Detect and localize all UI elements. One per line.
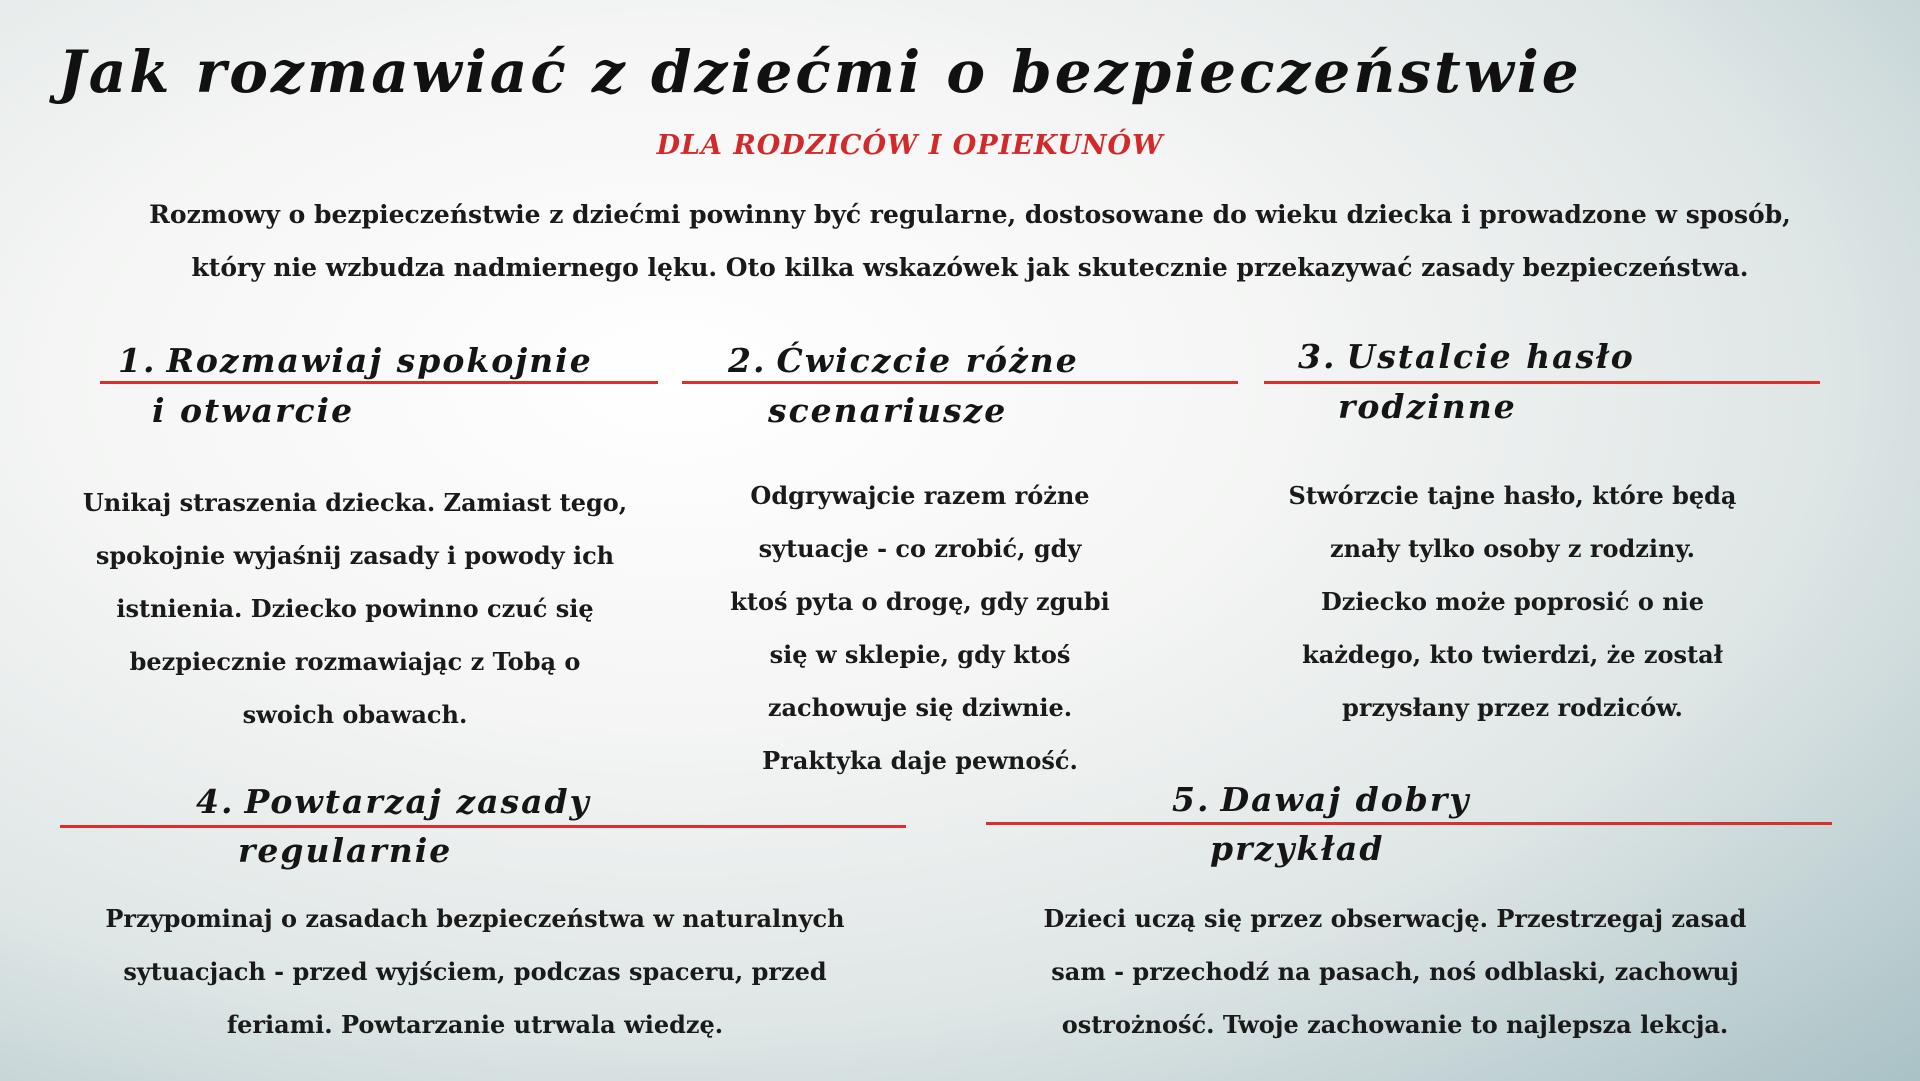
tip-number: 3. [1298,337,1337,376]
tip-1-title-line2: i otwarcie [152,391,355,430]
tip-4-title-line2: regularnie [238,831,453,870]
tip-3-title [1298,332,1635,382]
tip-4-body [45,892,905,1051]
tip-number: 2. [728,341,767,380]
tip-line: Dziecko może poprosić o nie [1320,587,1705,616]
tip-line: swoich obawach. [242,700,468,729]
tip-2-body [680,469,1160,787]
tip-1-body [40,476,670,741]
tip-line: Praktyka daje pewność. [762,746,1078,775]
tip-2-title [728,336,1079,386]
tip-4-title [196,777,591,827]
tip-3-body [1240,469,1785,734]
tip-5-divider [986,822,1832,825]
page-subtitle: DLA RODZICÓW I OPIEKUNÓW [656,130,1164,161]
tip-line: Odgrywajcie razem różne [750,481,1090,510]
tip-number: 1. [118,341,157,380]
tip-line: przysłany przez rodziców. [1342,693,1683,722]
tip-title-line1: Rozmawiaj spokojnie [166,341,593,380]
tip-2-title-line2: scenariusze [768,391,1008,430]
intro-paragraph [70,188,1870,294]
tip-line: każdego, kto twierdzi, że został [1302,640,1723,669]
tip-1-divider [100,381,658,384]
tip-line: ktoś pyta o drogę, gdy zgubi [730,587,1110,616]
tip-line: sam - przechodź na pasach, noś odblaski, zachowuj [1051,957,1739,986]
tip-line: Przypominaj o zasadach bezpieczeństwa w naturalnych [105,904,845,933]
tip-line: feriami. Powtarzanie utrwala wiedzę. [226,1010,724,1039]
tip-line: bezpiecznie rozmawiając z Tobą o [129,647,581,676]
tip-line: sytuacje - co zrobić, gdy [758,534,1082,563]
tip-number: 5. [1172,780,1211,819]
tip-line: sytuacjach - przed wyjściem, podczas spaceru, przed [123,957,827,986]
tip-title-line1: Dawaj dobry [1220,780,1471,819]
tip-5-body [980,892,1810,1051]
tip-line: zachowuje się dziwnie. [767,693,1073,722]
tip-3-title-line2: rodzinne [1338,387,1517,426]
tip-line: ostrożność. Twoje zachowanie to najlepsza lekcja. [1061,1010,1729,1039]
tip-line: się w sklepie, gdy ktoś [769,640,1071,669]
tip-5-title-line2: przykład [1210,829,1385,868]
tip-title-line1: Ustalcie hasło [1346,337,1635,376]
tip-4-divider [60,825,906,828]
intro-line: Rozmowy o bezpieczeństwie z dziećmi powinny być regularne, dostosowane do wieku dziecka i prowadzone w sposób, [149,200,1791,229]
tip-1-title [118,336,593,386]
tip-line: istnienia. Dziecko powinno czuć się [116,594,594,623]
tip-line: Dzieci uczą się przez obserwację. Przestrzegaj zasad [1043,904,1747,933]
intro-line: który nie wzbudza nadmiernego lęku. Oto kilka wskazówek jak skutecznie przekazywać zasady bezpieczeństwa. [191,253,1749,282]
tip-number: 4. [196,782,235,821]
tip-2-divider [682,381,1238,384]
tip-line: Unikaj straszenia dziecka. Zamiast tego, [82,488,628,517]
tip-5-title [1172,775,1470,825]
tip-title-line1: Ćwiczcie różne [776,341,1079,380]
tip-line: znały tylko osoby z rodziny. [1329,534,1696,563]
tip-line: spokojnie wyjaśnij zasady i powody ich [95,541,615,570]
page-title: Jak rozmawiać z dziećmi o bezpieczeństwie [58,38,1582,106]
tip-line: Stwórzcie tajne hasło, które będą [1288,481,1737,510]
tip-title-line1: Powtarzaj zasady [244,782,591,821]
